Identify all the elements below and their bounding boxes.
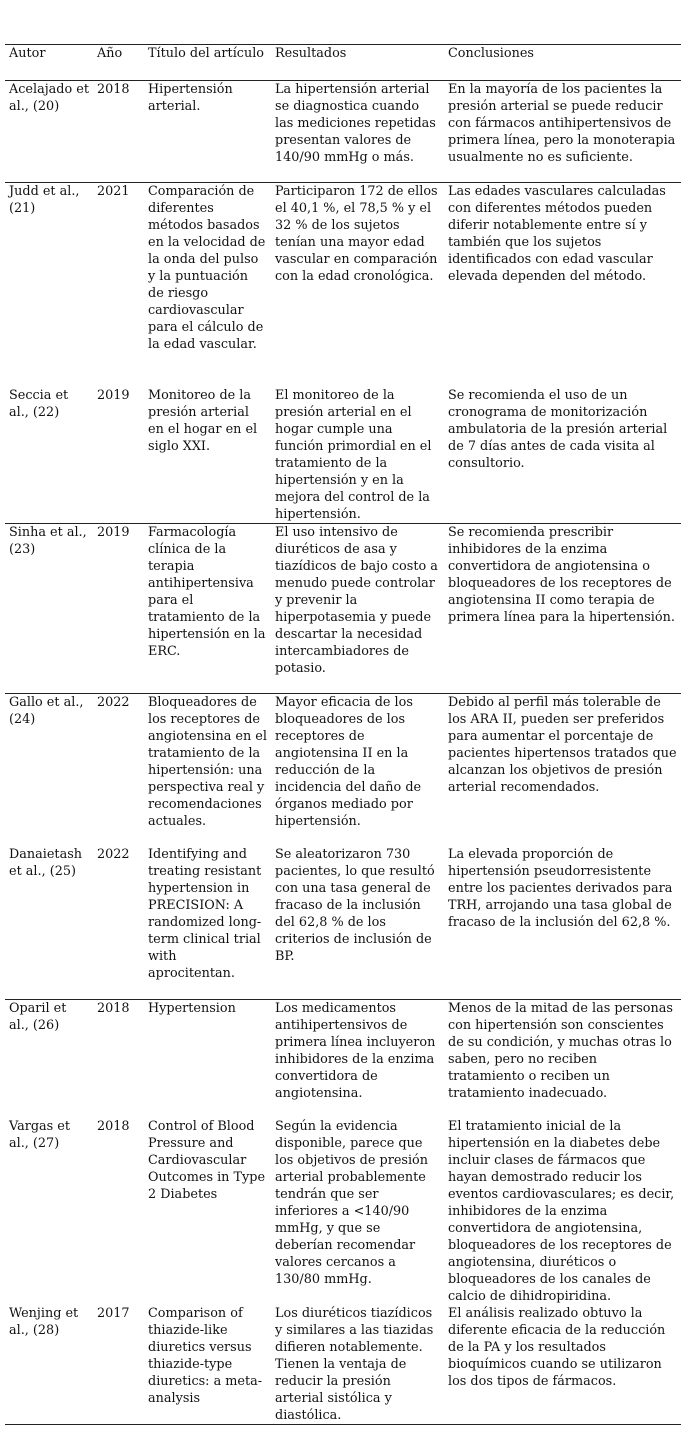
cell-autor: Gallo et al., (24) [9, 694, 84, 727]
cell-titulo: Hipertensión arterial. [148, 82, 233, 114]
cell-conclusiones: Menos de la mitad de las personas con hipertensión son conscientes de su condición, y muchas otras lo saben, pero no reciben tratamiento o reciben un tratamiento inadecuado. [448, 1000, 673, 1101]
cell-anio: 2019 [97, 387, 130, 403]
table-row [5, 1118, 681, 1305]
table-row [5, 1305, 681, 1425]
cell-conclusiones: Se recomienda el uso de un cronograma de monitorización ambulatoria de la presión arterial de 7 días antes de cada visita al consultorio. [448, 387, 668, 471]
table-body [5, 81, 681, 1425]
cell-resultados: Participaron 172 de ellos el 40,1 %, el 78,5 % y el 32 % de los sujetos tenían una mayor edad vascular en comparación con la edad cronológica. [275, 184, 438, 284]
cell-titulo: Comparison of thiazide-like diuretics versus thiazide-type diuretics: a meta-analysis [148, 1306, 263, 1406]
cell-autor: Sinha et al., (23) [9, 524, 87, 557]
table-row [5, 183, 681, 387]
cell-anio: 2022 [97, 847, 130, 862]
header-row [5, 45, 681, 81]
cell-conclusiones: La elevada proporción de hipertensión pseudorresistente entre los pacientes derivados para TRH, arrojando una tasa global de fracaso de la inclusión del 62,8 %. [448, 847, 673, 930]
cell-conclusiones: El análisis realizado obtuvo la diferente eficacia de la reducción de la PA y los resultados bioquímicos cuando se utilizaron los dos tipos de fármacos. [448, 1306, 666, 1389]
cell-autor: Vargas et al., (27) [9, 1119, 70, 1151]
cell-resultados: Se aleatorizaron 730 pacientes, lo que resultó con una tasa general de fracaso de la inclusión del 62,8 % de los criterios de inclusión de BP. [275, 847, 435, 964]
table-row [5, 693, 681, 846]
cell-resultados: Los diuréticos tiazídicos y similares a las tiazidas difieren notablemente. Tienen la ventaja de reducir la presión arterial sistólica y diastólica. [275, 1306, 434, 1423]
cell-anio: 2018 [97, 1119, 130, 1134]
cell-anio: 2018 [97, 1000, 130, 1016]
table-row [5, 387, 681, 524]
cell-anio: 2019 [97, 524, 130, 540]
cell-autor: Wenjing et al., (28) [9, 1306, 79, 1338]
literature-review-table [5, 44, 681, 1425]
table-row [5, 846, 681, 999]
header-autor: Autor [9, 46, 46, 61]
cell-titulo: Identifying and treating resistant hypertension in PRECISION: A randomized long-term clinical trial with aprocitentan. [148, 847, 262, 981]
cell-resultados: El uso intensivo de diuréticos de asa y tiazídicos de bajo costo a menudo puede controlar y prevenir la hiperpotasemia y puede descartar la necesidad intercambiadores de potasio. [275, 524, 438, 676]
cell-resultados: Mayor eficacia de los bloqueadores de los receptores de angiotensina II en la reducción de la incidencia del daño de órganos mediado por hipertensión. [275, 694, 422, 829]
cell-autor: Danaietash et al., (25) [9, 847, 83, 879]
cell-anio: 2017 [97, 1306, 130, 1321]
cell-resultados: Los medicamentos antihipertensivos de primera línea incluyeron inhibidores de la enzima convertidora de angiotensina. [275, 1000, 436, 1101]
cell-resultados: La hipertensión arterial se diagnostica cuando las mediciones repetidas presentan valores de 140/90 mmHg o más. [275, 82, 436, 165]
table-header [5, 45, 681, 81]
table-row [5, 523, 681, 693]
cell-conclusiones: Las edades vasculares calculadas con diferentes métodos pueden diferir notablemente entre sí y también que los sujetos identificados con edad vascular elevada dependen del método. [448, 184, 666, 284]
cell-conclusiones: Se recomienda prescribir inhibidores de la enzima convertidora de angiotensina o bloqueadores de los receptores de angiotensina II como terapia de primera línea para la hipertensión. [448, 524, 675, 625]
cell-anio: 2018 [97, 82, 130, 97]
cell-autor: Seccia et al., (22) [9, 387, 69, 420]
header-conclusiones: Conclusiones [448, 46, 534, 61]
cell-conclusiones: En la mayoría de los pacientes la presión arterial se puede reducir con fármacos antihipertensivos de primera línea, pero la monoterapia usualmente no es suficiente. [448, 82, 676, 165]
cell-resultados: El monitoreo de la presión arterial en el hogar cumple una función primordial en el tratamiento de la hipertensión y en la mejora del control de la hipertensión. [275, 387, 432, 522]
cell-anio: 2022 [97, 694, 130, 710]
cell-titulo: Farmacología clínica de la terapia antihipertensiva para el tratamiento de la hipertensión en la ERC. [148, 524, 266, 659]
header-anio: Año [97, 46, 123, 61]
cell-titulo: Monitoreo de la presión arterial en el hogar en el siglo XXI. [148, 387, 258, 454]
cell-resultados: Según la evidencia disponible, parece que los objetivos de presión arterial probablemente tendrán que ser inferiores a <140/90 mmHg, y que se deberían recomendar valores cercanos a 130/80 mmHg. [275, 1119, 428, 1287]
table-row [5, 999, 681, 1118]
cell-autor: Judd et al., (21) [9, 184, 80, 216]
header-resultados: Resultados [275, 46, 347, 61]
cell-titulo: Comparación de diferentes métodos basados en la velocidad de la onda del pulso y la puntuación de riesgo cardiovascular para el cálculo de la edad vascular. [148, 184, 266, 352]
cell-conclusiones: Debido al perfil más tolerable de los ARA II, pueden ser preferidos para aumentar el porcentaje de pacientes hipertensos tratados que alcanzan los objetivos de presión arterial recomendados. [448, 694, 677, 795]
header-titulo: Título del artículo [148, 46, 264, 61]
cell-titulo: Bloqueadores de los receptores de angiotensina en el tratamiento de la hipertensión: una perspectiva real y recomendaciones actuales. [148, 694, 267, 829]
cell-titulo: Control of Blood Pressure and Cardiovascular Outcomes in Type 2 Diabetes [148, 1119, 266, 1202]
cell-autor: Oparil et al., (26) [9, 1000, 67, 1033]
cell-conclusiones: El tratamiento inicial de la hipertensión en la diabetes debe incluir clases de fármacos que hayan demostrado reducir los eventos cardiovasculares; es decir, inhibidores de la enzima convertidora de angiotensina, bloqueadores de los receptores de angiotensina, diuréticos o bloqueadores de los canales de calcio de dihidropiridina. [448, 1119, 675, 1304]
cell-anio: 2021 [97, 184, 130, 199]
table-row [5, 81, 681, 183]
cell-titulo: Hypertension [148, 1000, 236, 1016]
cell-autor: Acelajado et al., (20) [9, 82, 89, 114]
